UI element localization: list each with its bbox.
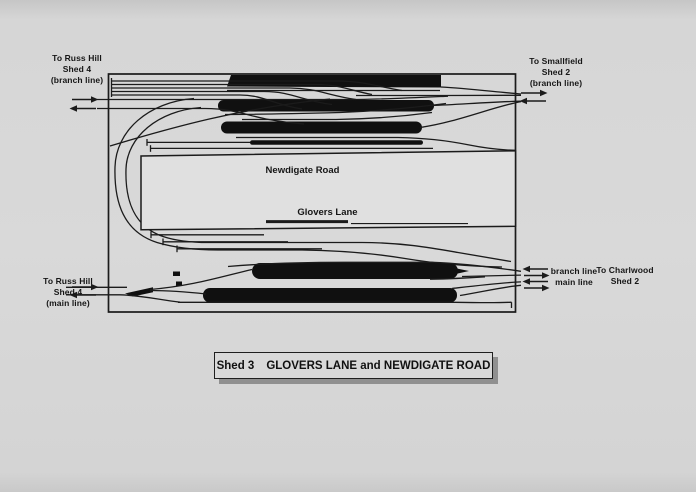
label-smallfield (514, 56, 598, 89)
black-bar-middle (250, 140, 423, 145)
label-line: To Smallfield (529, 56, 583, 66)
label-newdigate-road: Newdigate Road (265, 165, 340, 176)
arrow-right-icon (521, 90, 548, 96)
label-main-line: main line (555, 277, 593, 287)
label-charlwood (589, 265, 661, 287)
arrow-right-icon (72, 96, 99, 102)
black-bar-bottom-1 (252, 263, 458, 279)
label-line: To Russ Hill (52, 53, 102, 63)
label-russ-hill-main (27, 276, 109, 309)
label-glovers-lane: Glovers Lane (297, 207, 358, 218)
label-line: Shed 2 (541, 67, 571, 77)
title-shed-number: Shed 3 (216, 359, 255, 372)
label-branch-line: branch line (550, 266, 598, 276)
black-bar-top-3 (221, 122, 422, 134)
label-line: Shed 4 (62, 64, 92, 74)
label-line: Shed 2 (610, 276, 640, 286)
label-line: (main line) (46, 298, 90, 308)
top-yard-tracks (97, 75, 521, 150)
label-russ-hill-branch (36, 53, 118, 86)
label-line: To Charlwood (596, 265, 654, 275)
title-name: GLOVERS LANE and NEWDIGATE ROAD (266, 359, 491, 372)
label-line: (branch line) (529, 78, 583, 88)
switch-marker (173, 272, 180, 277)
label-line: To Russ Hill (43, 276, 93, 286)
arrow-left-icon (520, 98, 547, 104)
label-line: Shed 4 (53, 287, 83, 297)
title-box (214, 352, 493, 379)
label-line: (branch line) (50, 75, 104, 85)
arrow-left-icon (70, 105, 97, 111)
black-bar-bottom-2 (203, 288, 457, 303)
